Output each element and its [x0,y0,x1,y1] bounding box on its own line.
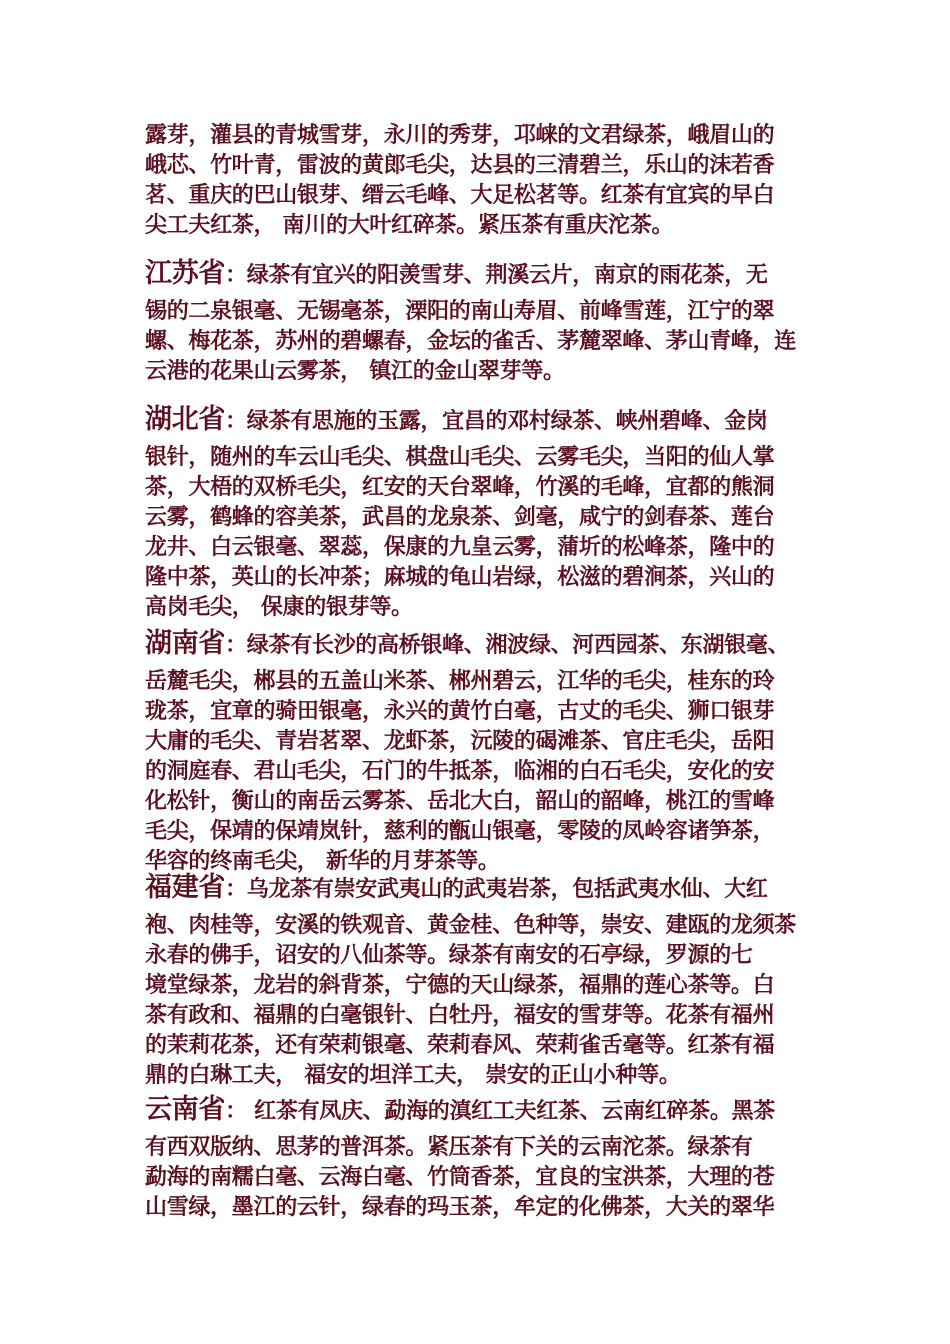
text-line: 毛尖，保靖的保靖岚针，慈利的甑山银毫，零陵的凤岭容诸笋茶， [145,818,775,844]
text-line: 尖工夫红茶， 南川的大叶红碎茶。紧压茶有重庆沱茶。 [145,212,674,238]
text-line: 螺、梅花茶，苏州的碧螺春，金坛的雀舌、茅麓翠峰、茅山青峰，连 [145,328,797,354]
section-first-line: ：绿茶有思施的玉露，宜昌的邓村绿茶、峡州碧峰、金岗 [225,408,768,434]
text-line: 勐海的南糯白毫、云海白毫、竹筒香茶，宜良的宝洪茶，大理的苍 [145,1164,775,1190]
section-heading: 云南省 [145,1094,226,1125]
section-heading: 湖南省 [145,628,226,659]
text-line: 茗、重庆的巴山银芽、缙云毛峰、大足松茗等。红茶有宜宾的早白 [145,182,775,208]
text-line: 茶有政和、福鼎的白毫银针、白牡丹，福安的雪芽等。花茶有福州 [145,1002,775,1028]
text-line: 锡的二泉银毫、无锡毫茶，溧阳的南山寿眉、前峰雪莲，江宁的翠 [145,298,775,324]
intro-paragraph [145,120,807,240]
text-line: 珑茶，宜章的骑田银毫，永兴的黄竹白毫，古丈的毛尖、狮口银芽 [145,698,775,724]
text-line: 高岗毛尖， 保康的银芽等。 [145,594,413,620]
text-line: 化松针，衡山的南岳云雾茶、岳北大白，韶山的韶峰，桃江的雪峰 [145,788,775,814]
text-line: 有西双版纳、思茅的普洱茶。紧压茶有下关的云南沱茶。绿茶有 [145,1134,753,1160]
text-line: 永春的佛手，诏安的八仙茶等。绿茶有南安的石亭绿，罗源的七 [145,942,753,968]
section-heading: 福建省 [145,872,226,903]
section-heading: 湖北省 [145,404,226,435]
text-line: 的茉莉花茶，还有荣莉银毫、荣莉春风、荣莉雀舌毫等。红茶有福 [145,1032,775,1058]
section-jiangsu [145,252,807,386]
text-line: 云港的花果山云雾茶， 镇江的金山翠芽等。 [145,358,565,384]
text-line: 岳麓毛尖，郴县的五盖山米茶、郴州碧云，江华的毛尖，桂东的玲 [145,668,775,694]
text-line: 袍、肉桂等，安溪的铁观音、黄金桂、色种等，崇安、建瓯的龙须茶 [145,912,797,938]
section-first-line: ：乌龙茶有崇安武夷山的武夷岩茶，包括武夷水仙、大红 [225,876,768,902]
text-line: 银针，随州的车云山毛尖、棋盘山毛尖、云雾毛尖，当阳的仙人掌 [145,444,775,470]
text-line: 龙井、白云银毫、翠蕊，保康的九皇云雾，蒲圻的松峰茶，隆中的 [145,534,775,560]
section-first-line: ：绿茶有宜兴的阳羡雪芽、荆溪云片，南京的雨花茶，无 [225,262,768,288]
section-first-line: ： 红茶有凤庆、勐海的滇红工夫红茶、云南红碎茶。黑茶 [225,1098,775,1124]
section-first-line: ：绿茶有长沙的高桥银峰、湘波绿、河西园茶、东湖银毫、 [225,632,790,658]
section-yunnan [145,1088,807,1222]
text-line: 华容的终南毛尖， 新华的月芽茶等。 [145,848,500,874]
text-line: 茶，大梧的双桥毛尖，红安的天台翠峰，竹溪的毛峰，宜都的熊洞 [145,474,775,500]
text-line: 大庸的毛尖、青岩茗翠、龙虾茶，沅陵的碣滩茶、官庄毛尖，岳阳 [145,728,775,754]
text-line: 山雪绿，墨江的云针，绿春的玛玉茶，牟定的化佛茶，大关的翠华 [145,1194,775,1220]
section-heading: 江苏省 [145,258,226,289]
text-line: 隆中茶，英山的长冲茶；麻城的龟山岩绿，松滋的碧涧茶，兴山的 [145,564,775,590]
section-fujian [145,866,807,1090]
text-line: 峨芯、竹叶青，雷波的黄郎毛尖，达县的三清碧兰，乐山的沫若香 [145,152,775,178]
section-hubei [145,398,807,622]
text-line: 露芽，灌县的青城雪芽，永川的秀芽，邛崃的文君绿茶，峨眉山的 [145,122,775,148]
text-line: 鼎的白琳工夫， 福安的坦洋工夫， 崇安的正山小种等。 [145,1062,681,1088]
text-line: 云雾，鹤蜂的容美茶，武昌的龙泉茶、剑毫，咸宁的剑春茶、莲台 [145,504,775,530]
text-line: 境堂绿茶，龙岩的斜背茶，宁德的天山绿茶，福鼎的莲心茶等。白 [145,972,775,998]
text-line: 的洞庭春、君山毛尖，石门的牛抵茶，临湘的白石毛尖，安化的安 [145,758,775,784]
section-hunan [145,622,807,876]
